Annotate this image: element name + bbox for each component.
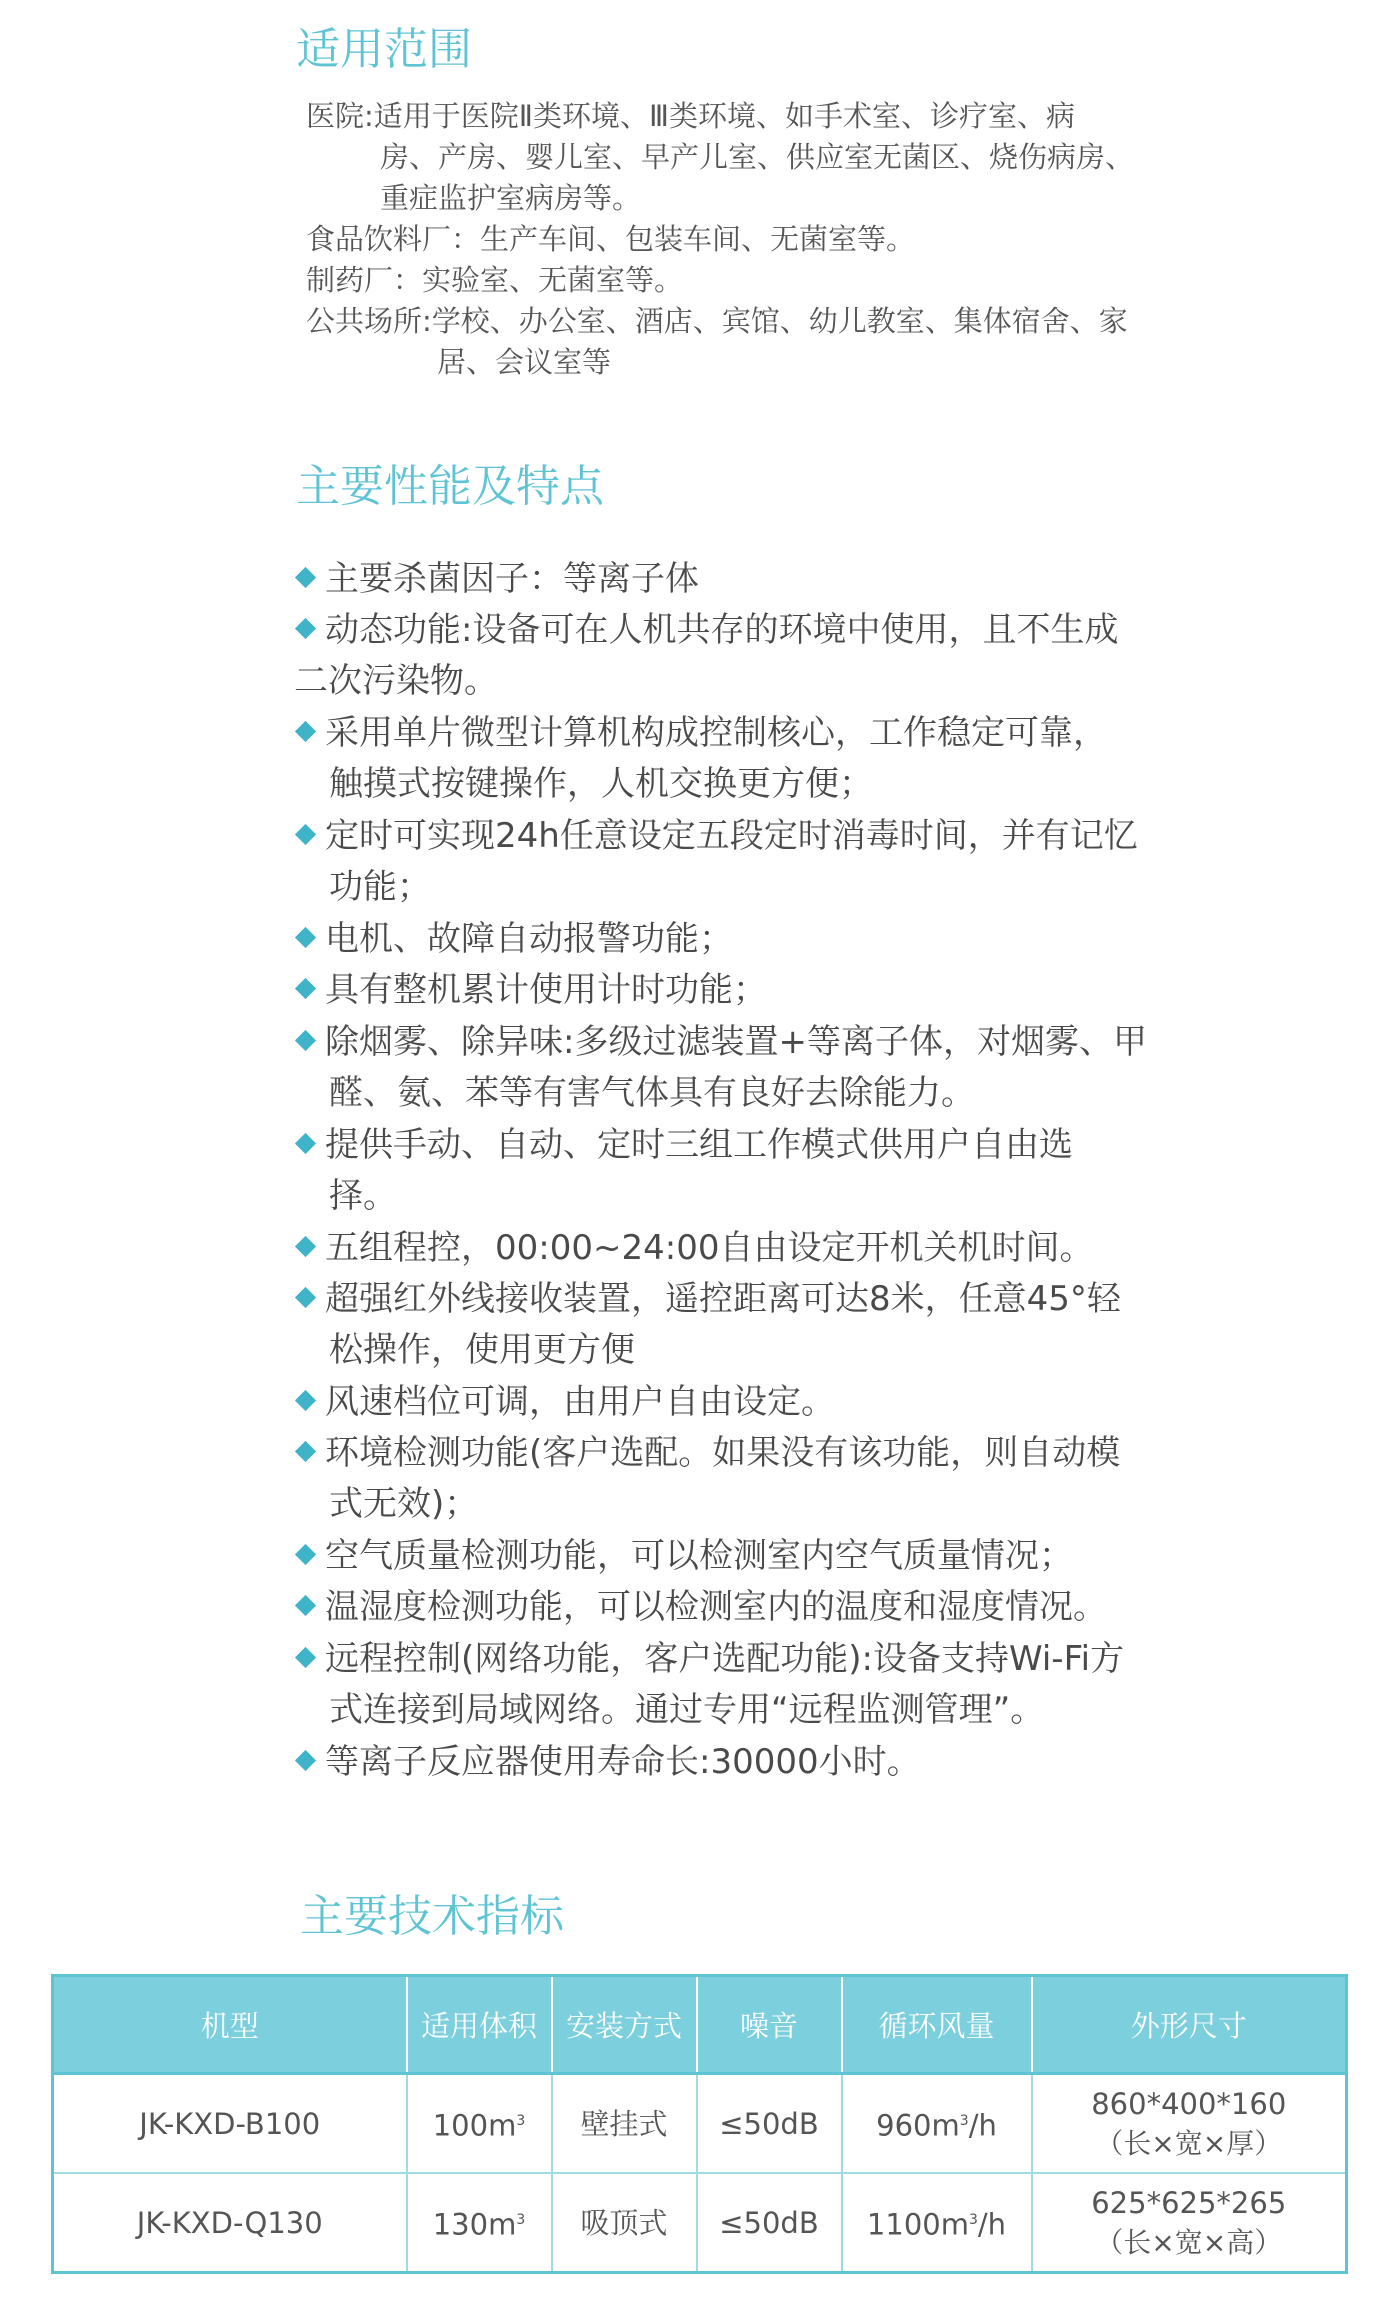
cell-volume: $100m^3$ xyxy=(407,2074,552,2174)
specs-heading: 主要技术指标 xyxy=(300,1891,564,1942)
feature-item: 远程控制(网络功能，客户选配功能):设备支持Wi-Fi方 xyxy=(290,1633,1124,1685)
diamond-bullet-icon xyxy=(295,978,316,999)
cell-noise: ≤50dB xyxy=(697,2074,842,2174)
diamond-bullet-icon xyxy=(295,1287,316,1308)
feature-item: 采用单片微型计算机构成控制核心，工作稳定可靠， xyxy=(290,707,1107,759)
feature-item: 提供手动、自动、定时三组工作模式供用户自由选 xyxy=(290,1119,1073,1171)
feature-item: 温湿度检测功能，可以检测室内的温度和湿度情况。 xyxy=(290,1581,1107,1633)
feature-continuation: 式无效)； xyxy=(329,1484,479,1524)
diamond-bullet-icon xyxy=(295,1544,316,1565)
cell-install: 壁挂式 xyxy=(552,2074,697,2174)
feature-item: 空气质量检测功能，可以检测室内空气质量情况； xyxy=(290,1530,1073,1582)
scope-line: 房、产房、婴儿室、早产儿室、供应室无菌区、烧伤病房、 xyxy=(380,140,1135,174)
feature-item: 动态功能:设备可在人机共存的环境中使用，且不生成 xyxy=(290,604,1118,656)
cell-install: 吸顶式 xyxy=(552,2173,697,2273)
feature-continuation: 松操作，使用更方便 xyxy=(329,1330,635,1370)
feature-continuation: 二次污染物。 xyxy=(294,661,498,701)
feature-item: 五组程控，00:00~24:00自由设定开机关机时间。 xyxy=(290,1222,1093,1274)
header-airflow: 循环风量 xyxy=(842,1976,1032,2074)
cell-dimensions: 860*400*160 （长×宽×厚） xyxy=(1032,2074,1347,2174)
feature-continuation: 功能； xyxy=(329,867,431,907)
cell-model: JK-KXD-B100 xyxy=(53,2074,407,2174)
feature-item: 定时可实现24h任意设定五段定时消毒时间，并有记忆 xyxy=(290,810,1138,862)
diamond-bullet-icon xyxy=(295,1030,316,1051)
scope-line: 公共场所:学校、办公室、酒店、宾馆、幼儿教室、集体宿舍、家 xyxy=(306,304,1128,338)
diamond-bullet-icon xyxy=(295,824,316,845)
diamond-bullet-icon xyxy=(295,927,316,948)
scope-line: 重症监护室病房等。 xyxy=(380,181,642,215)
feature-item: 除烟雾、除异味:多级过滤装置+等离子体，对烟雾、甲 xyxy=(290,1016,1147,1068)
scope-heading: 适用范围 xyxy=(296,24,472,75)
feature-item: 主要杀菌因子：等离子体 xyxy=(290,553,699,605)
spec-table xyxy=(51,1974,1348,2274)
diamond-bullet-icon xyxy=(295,1750,316,1771)
header-volume: 适用体积 xyxy=(407,1976,552,2074)
feature-item: 等离子反应器使用寿命长:30000小时。 xyxy=(290,1736,921,1788)
feature-item: 超强红外线接收装置，遥控距离可达8米，任意45°轻 xyxy=(290,1273,1121,1325)
header-noise: 噪音 xyxy=(697,1976,842,2074)
feature-continuation: 醛、氨、苯等有害气体具有良好去除能力。 xyxy=(329,1073,975,1113)
scope-line: 居、会议室等 xyxy=(437,345,612,379)
feature-item: 电机、故障自动报警功能； xyxy=(290,913,733,965)
header-dimensions: 外形尺寸 xyxy=(1032,1976,1347,2074)
feature-continuation: 触摸式按键操作，人机交换更方便； xyxy=(329,764,873,804)
header-install: 安装方式 xyxy=(552,1976,697,2074)
diamond-bullet-icon xyxy=(295,618,316,639)
diamond-bullet-icon xyxy=(295,567,316,588)
cell-dimensions: 625*625*265 （长×宽×高） xyxy=(1032,2173,1347,2273)
feature-item: 环境检测功能(客户选配。如果没有该功能，则自动模 xyxy=(290,1427,1120,1479)
feature-continuation: 择。 xyxy=(329,1176,397,1216)
cell-airflow: $960m^3/h$ xyxy=(842,2074,1032,2174)
diamond-bullet-icon xyxy=(295,1390,316,1411)
diamond-bullet-icon xyxy=(295,1647,316,1668)
feature-continuation: 式连接到局域网络。通过专用“远程监测管理”。 xyxy=(329,1690,1045,1730)
scope-line: 医院:适用于医院Ⅱ类环境、Ⅲ类环境、如手术室、诊疗室、病 xyxy=(306,99,1076,133)
cell-model: JK-KXD-Q130 xyxy=(53,2173,407,2273)
scope-line: 制药厂：实验室、无菌室等。 xyxy=(306,263,684,297)
cell-volume: $130m^3$ xyxy=(407,2173,552,2273)
table-row xyxy=(53,2173,1347,2273)
cell-airflow: $1100m^3/h$ xyxy=(842,2173,1032,2273)
table-row xyxy=(53,2074,1347,2174)
cell-noise: ≤50dB xyxy=(697,2173,842,2273)
table-header-row xyxy=(53,1976,1347,2074)
diamond-bullet-icon xyxy=(295,1441,316,1462)
feature-item: 风速档位可调，由用户自由设定。 xyxy=(290,1376,835,1428)
feature-item: 具有整机累计使用计时功能； xyxy=(290,964,767,1016)
diamond-bullet-icon xyxy=(295,721,316,742)
scope-line: 食品饮料厂：生产车间、包装车间、无菌室等。 xyxy=(306,222,916,256)
header-model: 机型 xyxy=(53,1976,407,2074)
diamond-bullet-icon xyxy=(295,1133,316,1154)
diamond-bullet-icon xyxy=(295,1236,316,1257)
diamond-bullet-icon xyxy=(295,1595,316,1616)
features-heading: 主要性能及特点 xyxy=(296,461,604,512)
